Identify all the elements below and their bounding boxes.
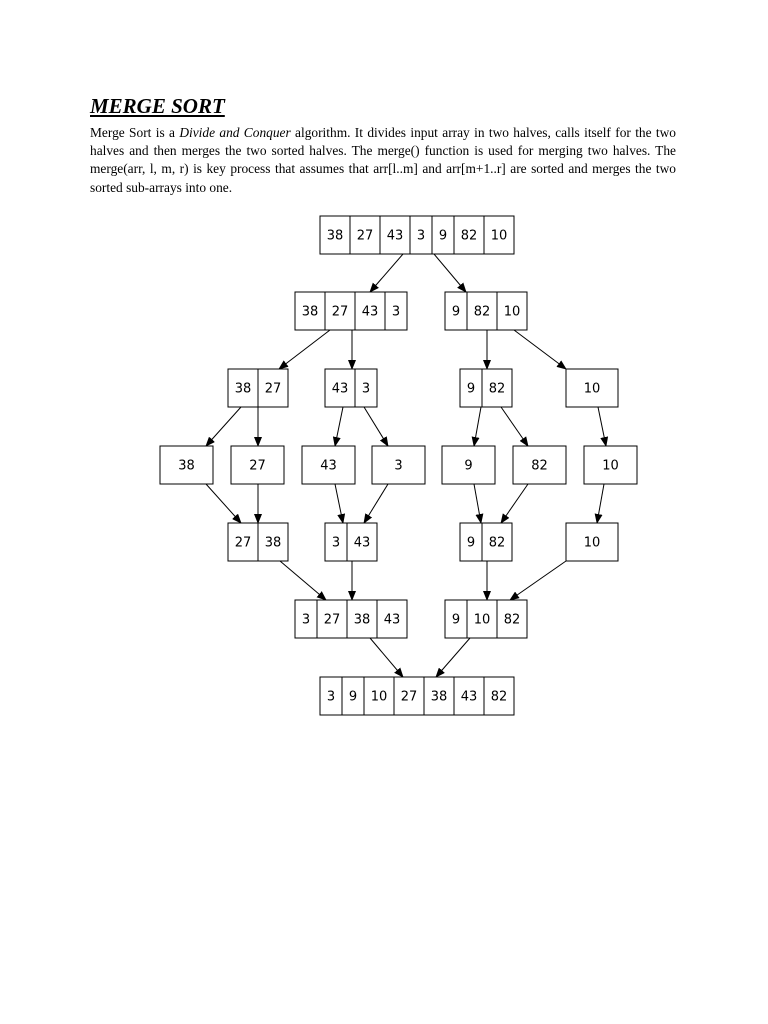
array-box: [228, 369, 288, 407]
arrow: [436, 638, 470, 677]
arrow: [514, 330, 566, 369]
array-value: 43: [320, 458, 337, 474]
array-value: 27: [234, 535, 252, 551]
array-value: 82: [460, 228, 478, 244]
array-value: 27: [264, 381, 282, 397]
array-value: 9: [451, 612, 461, 628]
arrow: [370, 638, 403, 677]
array-box: [513, 446, 566, 484]
array-value: 9: [466, 381, 476, 397]
intro-emphasis: Divide and Conquer: [179, 125, 291, 140]
arrow: [279, 330, 330, 369]
array-box: [566, 523, 618, 561]
arrow: [474, 407, 481, 446]
arrow: [598, 407, 606, 446]
arrow: [474, 484, 481, 523]
array-value: 10: [602, 458, 619, 474]
array-value: 3: [394, 458, 403, 474]
array-box: [295, 292, 407, 330]
array-value: 38: [234, 381, 252, 397]
array-value: 27: [356, 228, 374, 244]
array-box: [228, 523, 288, 561]
array-box: [460, 369, 512, 407]
array-box: [160, 446, 213, 484]
array-box: [231, 446, 284, 484]
array-value: 43: [383, 612, 401, 628]
array-value: 82: [488, 381, 506, 397]
array-box: [295, 600, 407, 638]
array-value: 82: [473, 304, 491, 320]
array-value: 38: [430, 689, 448, 705]
array-value: 3: [301, 612, 311, 628]
array-value: 38: [301, 304, 319, 320]
arrow: [206, 484, 241, 523]
arrow: [434, 254, 466, 292]
array-box: [325, 523, 377, 561]
arrow: [510, 561, 566, 600]
array-value: 43: [361, 304, 379, 320]
array-value: 9: [451, 304, 461, 320]
intro-text-start: Merge Sort is a: [90, 125, 180, 140]
page-title: MERGE SORT: [90, 94, 225, 118]
array-value: 43: [386, 228, 404, 244]
array-box: [584, 446, 637, 484]
array-box: [460, 523, 512, 561]
arrow: [501, 484, 528, 523]
array-value: 9: [438, 228, 448, 244]
arrow: [364, 484, 388, 523]
array-value: 9: [348, 689, 358, 705]
array-value: 10: [583, 535, 601, 551]
array-box: [320, 216, 514, 254]
array-box: [566, 369, 618, 407]
array-box: [325, 369, 377, 407]
array-value: 38: [353, 612, 371, 628]
array-value: 3: [416, 228, 426, 244]
array-value: 10: [370, 689, 388, 705]
array-value: 10: [503, 304, 521, 320]
array-value: 82: [503, 612, 521, 628]
array-value: 3: [331, 535, 341, 551]
array-box: [445, 292, 527, 330]
arrow: [501, 407, 528, 446]
array-value: 27: [249, 458, 266, 474]
array-value: 9: [464, 458, 473, 474]
arrow: [280, 561, 326, 600]
arrow: [206, 407, 241, 446]
array-value: 43: [331, 381, 349, 397]
arrow: [335, 407, 343, 446]
array-box: [302, 446, 355, 484]
array-box: [372, 446, 425, 484]
array-box: [320, 677, 514, 715]
array-box: [442, 446, 495, 484]
array-value: 27: [400, 689, 418, 705]
array-value: 3: [361, 381, 371, 397]
arrow: [370, 254, 403, 292]
array-value: 38: [326, 228, 344, 244]
array-value: 82: [531, 458, 548, 474]
array-value: 10: [490, 228, 508, 244]
array-value: 10: [473, 612, 491, 628]
array-value: 43: [460, 689, 478, 705]
array-value: 3: [326, 689, 336, 705]
array-value: 38: [264, 535, 282, 551]
array-value: 82: [490, 689, 508, 705]
array-value: 27: [331, 304, 349, 320]
array-box: [445, 600, 527, 638]
array-value: 27: [323, 612, 341, 628]
arrow: [597, 484, 604, 523]
array-value: 82: [488, 535, 506, 551]
arrow: [364, 407, 388, 446]
array-value: 10: [583, 381, 601, 397]
array-value: 43: [353, 535, 371, 551]
array-value: 3: [391, 304, 401, 320]
array-value: 38: [178, 458, 195, 474]
array-value: 9: [466, 535, 476, 551]
arrow: [335, 484, 343, 523]
intro-text-end: algorithm. It divides input array in two halves, calls itself for the two halves and then merges the two sorted halves. The merge() function is used for merging two halves. The merge(arr, l, m, r) is key process that assumes that arr[l..m] and arr[m+1..r] are sorted and merges the two sorted sub-arrays into one.: [90, 125, 677, 195]
